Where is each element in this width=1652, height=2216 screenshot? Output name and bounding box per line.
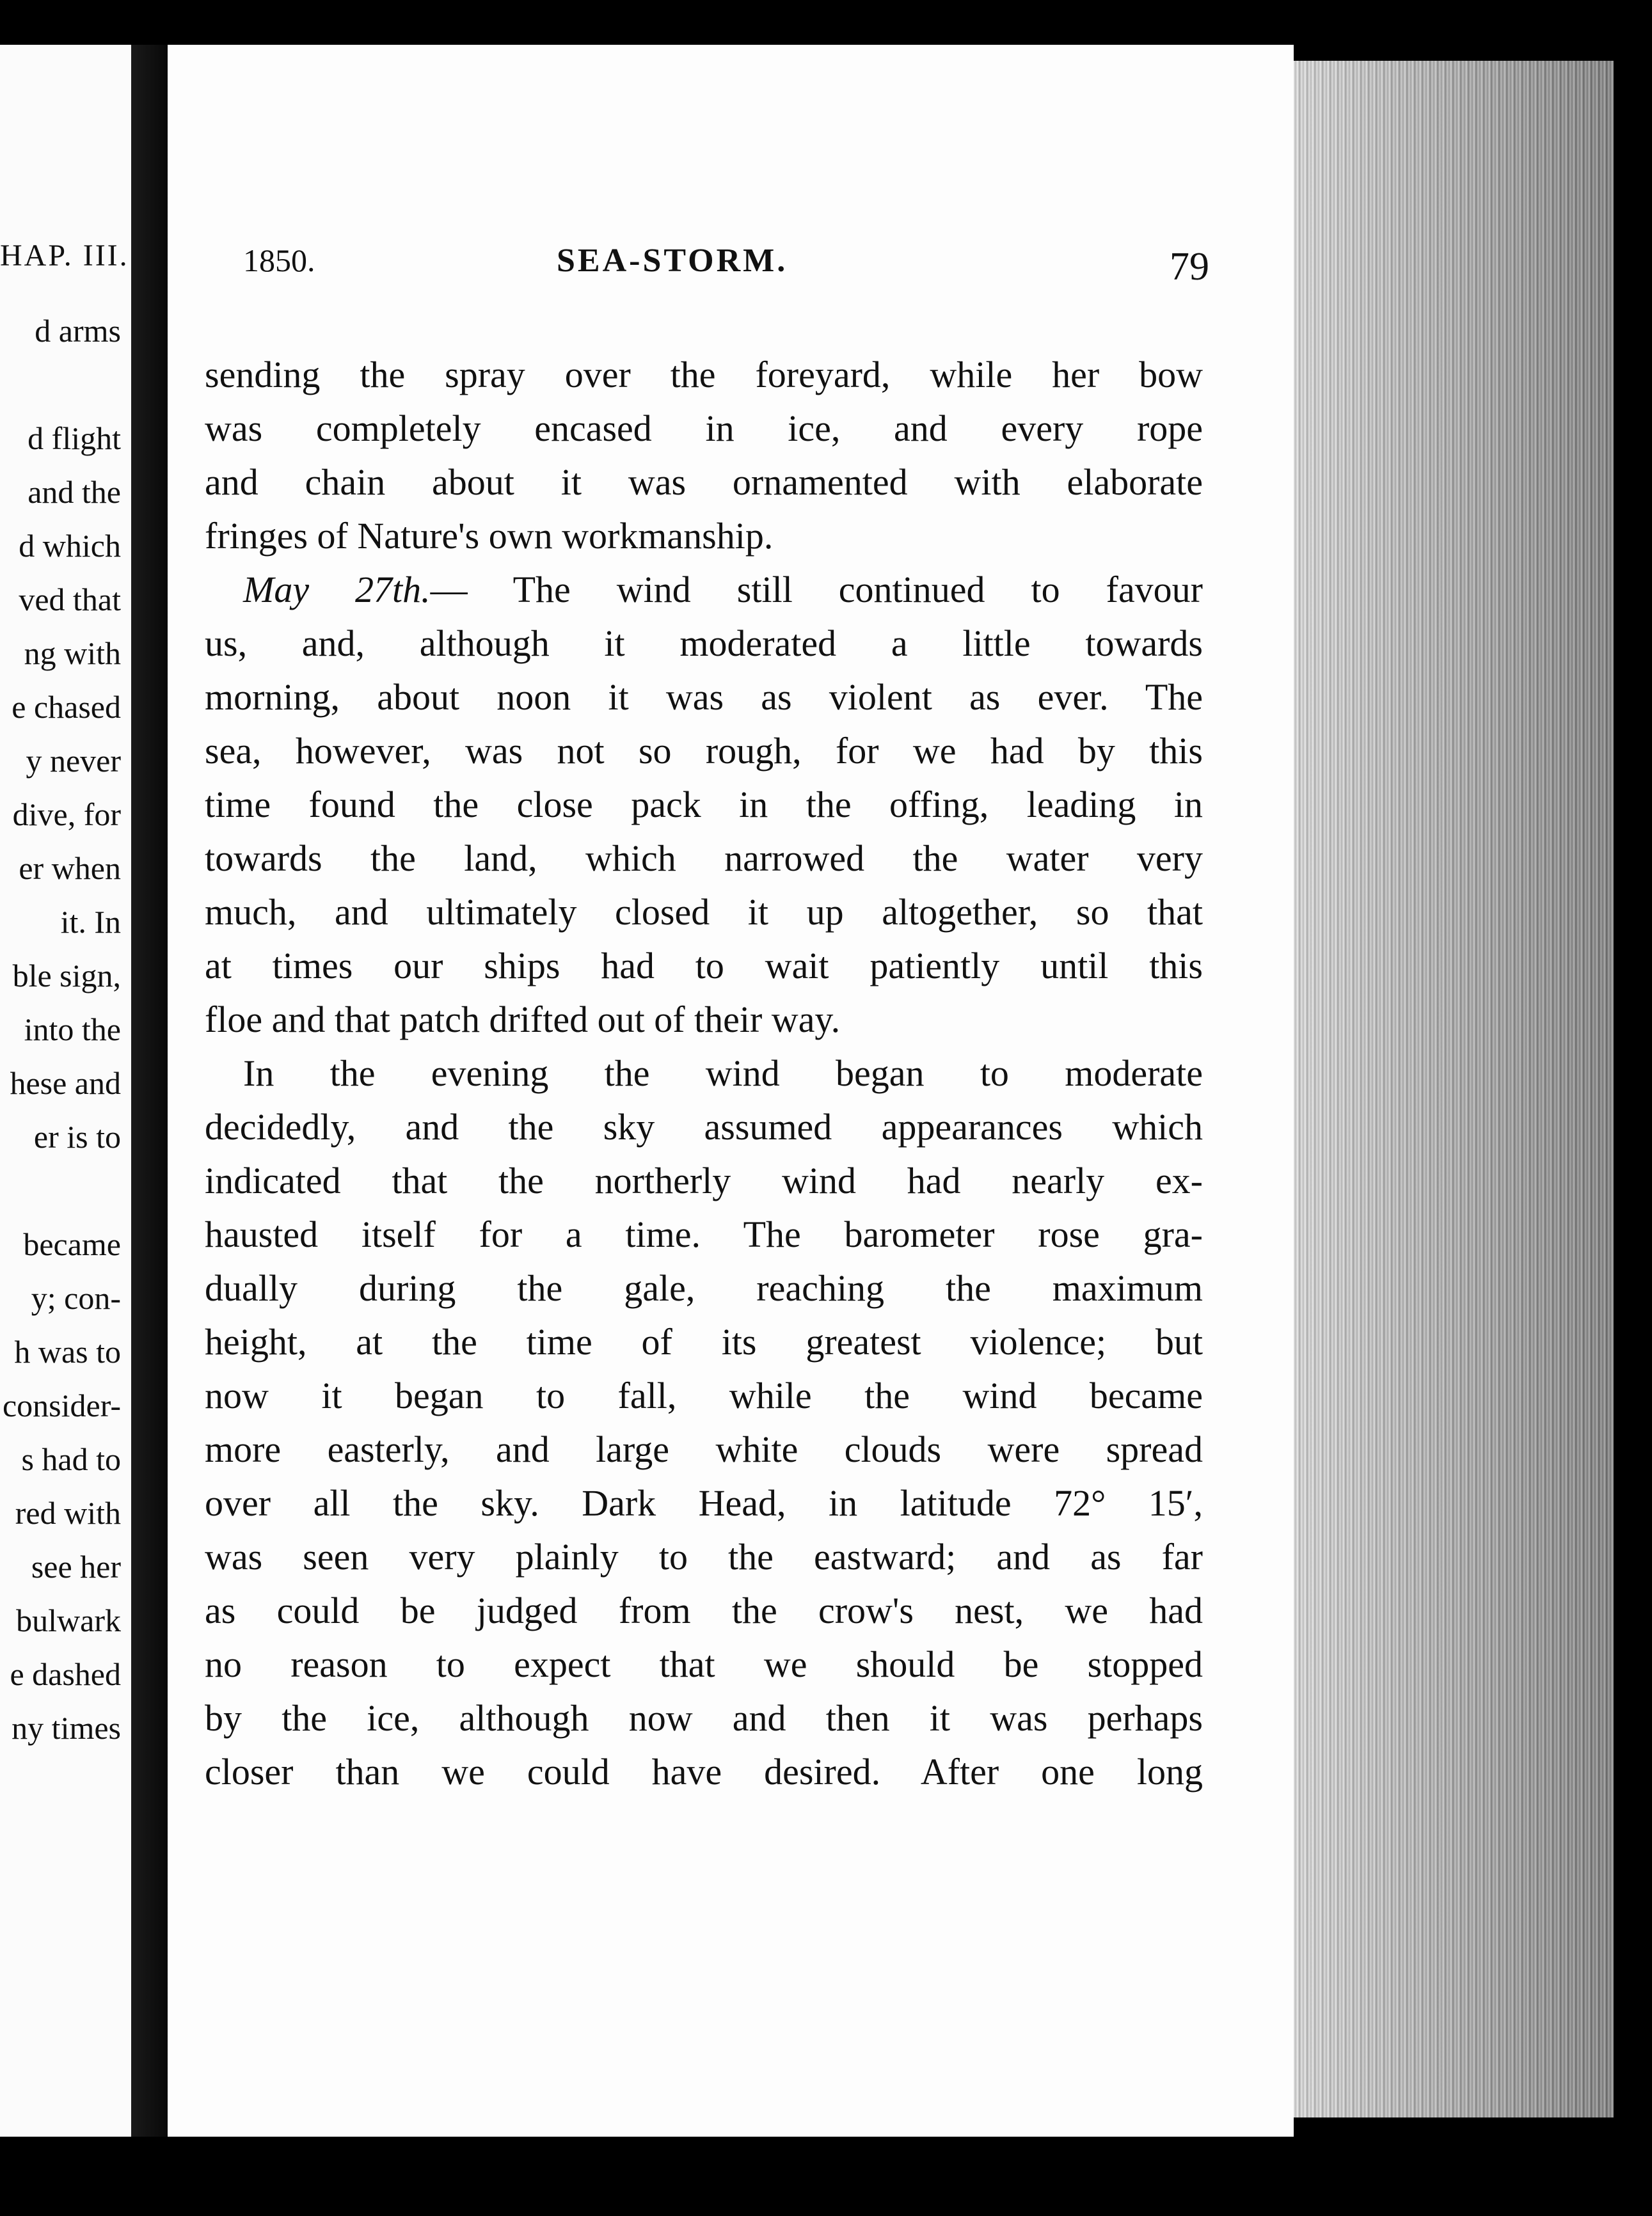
- book-page: [168, 45, 1294, 2137]
- text-line: was seen very plainly to the eastward; and as far: [205, 1536, 1203, 1578]
- text-line: us, and, although it moderated a little towards: [205, 622, 1203, 664]
- facing-page-line: er when: [19, 850, 121, 886]
- facing-page-line: hese and: [10, 1065, 121, 1101]
- facing-page-line: y; con-: [31, 1280, 121, 1316]
- facing-page-line: into the: [24, 1011, 121, 1047]
- text-line: indicated that the northerly wind had nearly ex-: [205, 1160, 1203, 1201]
- text-line: towards the land, which narrowed the water very: [205, 837, 1203, 879]
- facing-page-line: s had to: [21, 1441, 121, 1477]
- text-line: now it began to fall, while the wind became: [205, 1375, 1203, 1416]
- facing-page-line: d which: [19, 528, 121, 564]
- text-line: closer than we could have desired. After one long: [205, 1751, 1203, 1793]
- text-line: at times our ships had to wait patiently until this: [205, 945, 1203, 986]
- text-line: floe and that patch drifted out of their way.: [205, 999, 841, 1040]
- facing-page-line: e dashed: [10, 1656, 121, 1692]
- date-heading: May 27th.: [243, 569, 431, 610]
- facing-page-line: d arms: [35, 313, 121, 349]
- text-line: hausted itself for a time. The barometer rose gra-: [205, 1214, 1203, 1255]
- text-line: decidedly, and the sky assumed appearances which: [205, 1106, 1203, 1148]
- facing-page-line: consider-: [2, 1388, 121, 1423]
- text-line: morning, about noon it was as violent as ever. The: [205, 676, 1203, 718]
- facing-page-line: ble sign,: [12, 958, 121, 993]
- text-line: dually during the gale, reaching the maximum: [205, 1267, 1203, 1309]
- text-line: time found the close pack in the offing, leading in: [205, 784, 1203, 825]
- text-line: was completely encased in ice, and every rope: [205, 408, 1203, 449]
- facing-page-line: er is to: [33, 1119, 121, 1155]
- facing-page-line: and the: [28, 474, 121, 510]
- text-line: fringes of Nature's own workmanship.: [205, 515, 774, 557]
- running-head: [205, 242, 1209, 293]
- facing-page-line: h was to: [14, 1334, 121, 1370]
- page-number: 79: [1170, 245, 1209, 289]
- text-line: no reason to expect that we should be stopped: [205, 1643, 1203, 1685]
- text-line: In the evening the wind began to moderate: [243, 1052, 1203, 1094]
- text-line: height, at the time of its greatest violence; but: [205, 1321, 1203, 1363]
- facing-page-line: y never: [26, 743, 121, 779]
- text-line: much, and ultimately closed it up altogether, so that: [205, 891, 1203, 933]
- text-line: sea, however, was not so rough, for we had by this: [205, 730, 1203, 772]
- facing-page-line: ng with: [24, 635, 121, 671]
- text-line: and chain about it was ornamented with elaborate: [205, 461, 1203, 503]
- page-edges-shading: [1294, 61, 1614, 2117]
- facing-page-line: red with: [15, 1495, 121, 1531]
- text-line: more easterly, and large white clouds were spread: [205, 1429, 1203, 1470]
- facing-page-line: dive, for: [12, 796, 121, 832]
- running-head-year: 1850.: [243, 242, 315, 278]
- facing-page-line: it. In: [60, 904, 121, 940]
- text-line: over all the sky. Dark Head, in latitude 72° 15′,: [205, 1482, 1203, 1524]
- text-line: as could be judged from the crow's nest, we had: [205, 1590, 1203, 1631]
- facing-page-line: d flight: [28, 420, 121, 456]
- facing-page-line: e chased: [12, 689, 121, 725]
- facing-page-line: see her: [31, 1549, 121, 1585]
- text-line: by the ice, although now and then it was perhaps: [205, 1697, 1203, 1739]
- facing-page: [0, 45, 131, 2137]
- running-head-title: SEA-STORM.: [557, 242, 788, 279]
- facing-page-line: bulwark: [16, 1603, 121, 1638]
- text-line: [205, 567, 1203, 613]
- facing-page-line: became: [23, 1226, 121, 1262]
- text-line-continuation: — The wind still continued to favour: [430, 569, 1203, 610]
- text-line: sending the spray over the foreyard, while her bow: [205, 354, 1203, 395]
- facing-page-line: ved that: [19, 582, 121, 617]
- facing-page-line: ny times: [12, 1710, 121, 1746]
- facing-page-running-head: HAP. III.: [0, 239, 129, 273]
